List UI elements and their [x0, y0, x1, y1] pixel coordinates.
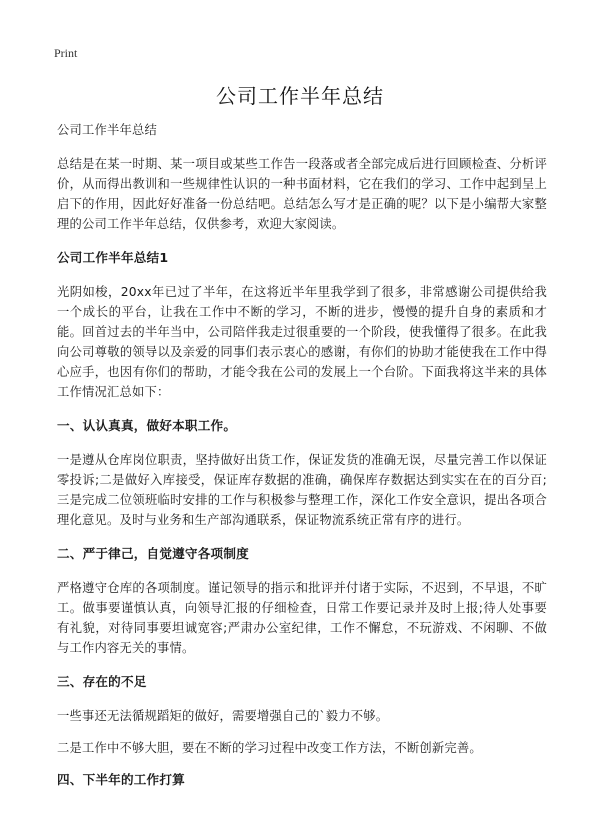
discipline-paragraph: 严格遵守仓库的各项制度。谨记领导的指示和批评并付诸于实际，不迟到，不早退，不旷工。做事要谨慎认真，向领导汇报的仔细检查，日常工作要记录并及时上报;待人处事要有礼貌，对待同事要坦诚宽容;严肃办公室纪律，工作不懈怠，不玩游戏、不闲聊、不做与工作内容无关的事情。	[57, 581, 547, 655]
document-body	[57, 120, 547, 804]
page-title: 公司工作半年总结	[216, 84, 384, 108]
document-subtitle: 公司工作半年总结	[57, 123, 157, 137]
subheading-duty: 一、认认真真，做好本职工作。	[57, 418, 237, 433]
print-link[interactable]: Print	[54, 46, 78, 60]
subheading-shortcomings: 三、存在的不足	[57, 674, 147, 689]
subheading-discipline: 二、严于律己，自觉遵守各项制度	[57, 546, 249, 561]
section-1-paragraph: 光阴如梭，20xx年已过了半年，在这将近半年里我学到了很多，非常感谢公司提供给我一个成长的平台，让我在工作中不断的学习，不断的进步，慢慢的提升自身的素质和才能。回首过去的半年当中，公司陪伴我走过很重要的一个阶段，使我懂得了很多。在此我向公司尊敬的领导以及亲爱的同事们表示衷心的感谢，有你们的协助才能使我在工作中得心应手，也因有你们的帮助，才能令我在公司的发展上一个台阶。下面我将这半来的具体工作情况汇总如下：	[57, 285, 547, 399]
subheading-plan: 四、下半年的工作打算	[57, 772, 185, 787]
intro-paragraph: 总结是在某一时期、某一项目或某些工作告一段落或者全部完成后进行回顾检查、分析评价，从而得出教训和一些规律性认识的一种书面材料，它在我们的学习、工作中起到呈上启下的作用，因此好好准备一份总结吧。总结怎么写才是正确的呢？以下是小编帮大家整理的公司工作半年总结，仅供参考，欢迎大家阅读。	[57, 157, 547, 231]
section-heading-1: 公司工作半年总结1	[57, 250, 169, 265]
duty-paragraph: 一是遵从仓库岗位职责，坚持做好出货工作，保证发货的准确无误，尽量完善工作以保证零投诉;二是做好入库接受，保证库存数据的准确，确保库存数据达到实实在在的百分百;三是完成二位领班临时安排的工作与积极参与整理工作，深化工作安全意识，提出各项合理化意见。及时与业务和生产部沟通联系，保证物流系统正常有序的进行。	[57, 453, 547, 527]
shortcomings-paragraph-1: 一些事还无法循规蹈矩的做好，需要增强自己的`毅力不够。	[57, 709, 389, 723]
shortcomings-paragraph-2: 二是工作中不够大胆，要在不断的学习过程中改变工作方法，不断创新完善。	[57, 741, 482, 755]
